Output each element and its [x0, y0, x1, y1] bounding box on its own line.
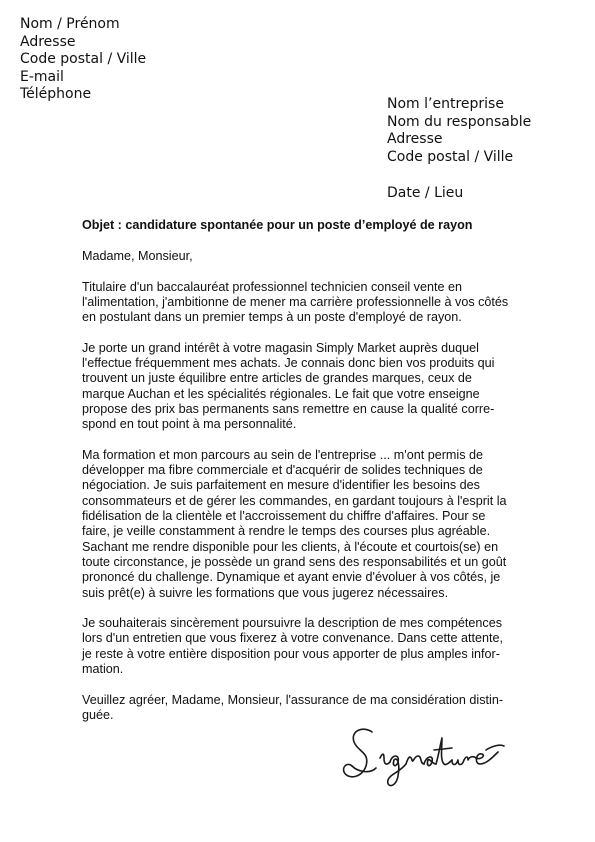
sender-phone: Téléphone	[20, 86, 92, 103]
paragraph-line: consommateurs et de gérer les commandes, en gardant toujours à l'esprit la	[82, 493, 507, 508]
recipient-address: Adresse	[387, 131, 443, 148]
salutation	[82, 249, 522, 264]
paragraph-line: lors d'un entretien que vous fixerez à votre convenance. Dans cette attente,	[82, 631, 504, 646]
paragraph-line: trouvent un juste équilibre entre articles de grandes marques, ceux de	[82, 371, 472, 386]
recipient-city: Code postal / Ville	[387, 148, 514, 165]
handwritten-signature	[340, 722, 510, 794]
paragraph-line: l'alimentation, j'ambitionne de mener ma carrière professionnelle à vos côtés	[82, 294, 509, 309]
paragraph-interview	[82, 616, 522, 677]
paragraph-line: Sachant me rendre disponible pour les clients, à l'écoute et courtois(se) en	[82, 539, 499, 554]
paragraph-line: fidélisation de la clientèle et l'accroissement du chiffre d'affaires. Pour se	[82, 509, 486, 524]
paragraph-company-interest	[82, 341, 522, 433]
paragraph-line: je reste à votre entière disposition pour vous apporter de plus amples infor-	[82, 646, 500, 661]
paragraph-intro	[82, 280, 522, 326]
paragraph-line: guée.	[82, 707, 114, 722]
paragraph-line: Je souhaiterais sincèrement poursuivre la description de mes compétences	[82, 616, 503, 631]
sender-block	[20, 16, 146, 104]
paragraph-line: Veuillez agréer, Madame, Monsieur, l'assurance de ma considération distin-	[82, 692, 504, 707]
paragraph-line: Titulaire d'un baccalauréat professionnel technicien conseil vente en	[82, 279, 462, 294]
paragraph-line: Ma formation et mon parcours au sein de l'entreprise ... m'ont permis de	[82, 447, 483, 462]
letter-body	[82, 249, 522, 739]
salutation-line: Madame, Monsieur,	[82, 249, 193, 263]
paragraph-line: propose des prix bas permanents sans remettre en cause la qualité corre-	[82, 401, 495, 416]
paragraph-line: Je porte un grand intérêt à votre magasin Simply Market auprès duquel	[82, 340, 479, 355]
date-place: Date / Lieu	[387, 185, 464, 201]
recipient-manager: Nom du responsable	[387, 113, 532, 130]
paragraph-line: négociation. Je suis parfaitement en mesure d'identifier les besoins des	[82, 478, 480, 493]
letter-subject: Objet : candidature spontanée pour un poste d’employé de rayon	[82, 218, 473, 232]
sender-city: Code postal / Ville	[20, 51, 147, 68]
sender-email: E-mail	[20, 68, 64, 85]
paragraph-closing	[82, 693, 522, 724]
sender-address: Adresse	[20, 33, 76, 50]
paragraph-line: en postulant dans un premier temps à un poste d'employé de rayon.	[82, 310, 462, 325]
paragraph-line: développer ma fibre commerciale et d'acquérir de solides techniques de	[82, 463, 483, 478]
recipient-block	[387, 96, 531, 166]
paragraph-experience	[82, 448, 522, 601]
paragraph-line: prononcé du challenge. Dynamique et ayant envie d'évoluer à vos côtés, je	[82, 570, 501, 585]
paragraph-line: spond en tout point à ma personnalité.	[82, 417, 297, 432]
paragraph-line: suis prêt(e) à suivre les formations que vous jugerez nécessaires.	[82, 585, 449, 600]
paragraph-line: mation.	[82, 662, 124, 677]
recipient-company: Nom l’entreprise	[387, 96, 504, 112]
paragraph-line: toute circonstance, je possède un grand sens des responsabilités et un goût	[82, 554, 507, 569]
paragraph-line: l'effectue fréquemment mes achats. Je connais donc bien vos produits qui	[82, 356, 495, 371]
sender-name: Nom / Prénom	[20, 16, 120, 32]
paragraph-line: marque Auchan et les spécialités régionales. Le fait que votre enseigne	[82, 386, 480, 401]
paragraph-line: faire, je veille constamment à rendre le temps des courses plus agréable.	[82, 524, 491, 539]
